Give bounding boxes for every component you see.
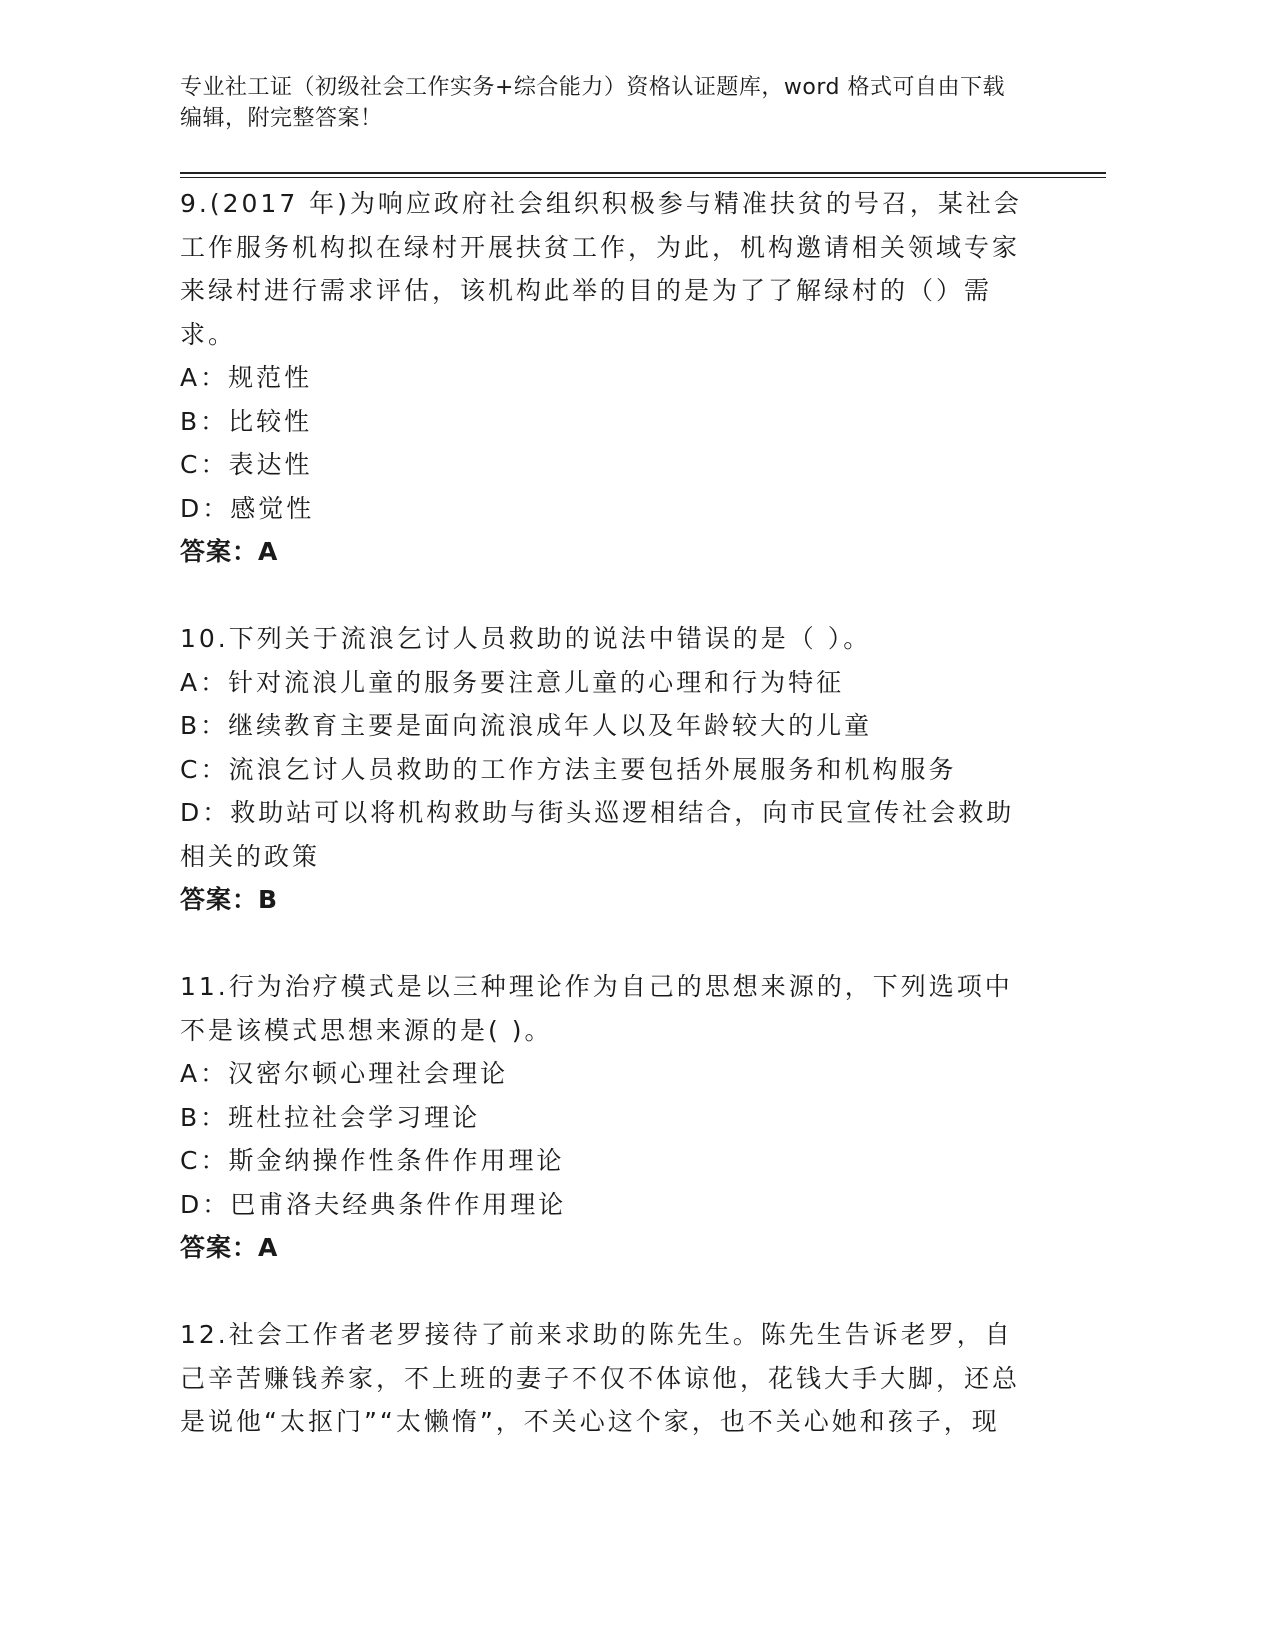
question-list (180, 182, 1040, 1444)
header-divider-thick (180, 172, 1106, 174)
question-spacer (180, 574, 1040, 618)
option-b: B：比较性 (180, 406, 313, 436)
question-stem: 12.社会工作者老罗接待了前来求助的陈先生。陈先生告诉老罗，自己辛苦赚钱养家，不上班的妻子不仅不体谅他，花钱大手大脚，还总是说他“太抠门”“太懒惰”，不关心这个家，也不关心她和孩子，现 (180, 1320, 1021, 1436)
header-divider-thin (180, 177, 1106, 178)
option-b: B：班杜拉社会学习理论 (180, 1102, 481, 1132)
question-spacer (180, 922, 1040, 966)
header-line-2: 编辑，附完整答案！ (180, 106, 383, 131)
option-c: C：表达性 (180, 450, 313, 479)
answer-line: 答案：B (180, 885, 279, 914)
question-stem: 10.下列关于流浪乞讨人员救助的说法中错误的是（ ）。 (180, 624, 872, 653)
option-b: B：继续教育主要是面向流浪成年人以及年龄较大的儿童 (180, 711, 873, 740)
question-stem: 9.(2017 年)为响应政府社会组织积极参与精准扶贫的号召，某社会工作服务机构拟在绿村开展扶贫工作，为此，机构邀请相关领域专家来绿村进行需求评估，该机构此举的目的是为了了解绿村的（）需求。 (180, 189, 1022, 349)
question-spacer (180, 1270, 1040, 1314)
option-d: D：救助站可以将机构救助与街头巡逻相结合，向市民宣传社会救助相关的政策 (180, 798, 1015, 871)
document-header (180, 72, 1060, 134)
question-9 (180, 182, 1040, 574)
answer-line: 答案：A (180, 1233, 279, 1262)
option-a: A：规范性 (180, 363, 313, 392)
question-12 (180, 1313, 1040, 1444)
question-11 (180, 965, 1040, 1270)
option-c: C：斯金纳操作性条件作用理论 (180, 1146, 565, 1175)
question-10 (180, 617, 1040, 922)
header-line-1: 专业社工证（初级社会工作实务+综合能力）资格认证题库，word 格式可自由下载 (180, 75, 1006, 100)
option-d: D：感觉性 (180, 493, 315, 523)
answer-line: 答案：A (180, 537, 279, 566)
option-c: C：流浪乞讨人员救助的工作方法主要包括外展服务和机构服务 (180, 754, 957, 784)
option-a: A：针对流浪儿童的服务要注意儿童的心理和行为特征 (180, 667, 845, 697)
option-a: A：汉密尔顿心理社会理论 (180, 1059, 509, 1088)
question-stem: 11.行为治疗模式是以三种理论作为自己的思想来源的，下列选项中不是该模式思想来源的是( )。 (180, 972, 1013, 1045)
option-d: D：巴甫洛夫经典条件作用理论 (180, 1189, 567, 1219)
